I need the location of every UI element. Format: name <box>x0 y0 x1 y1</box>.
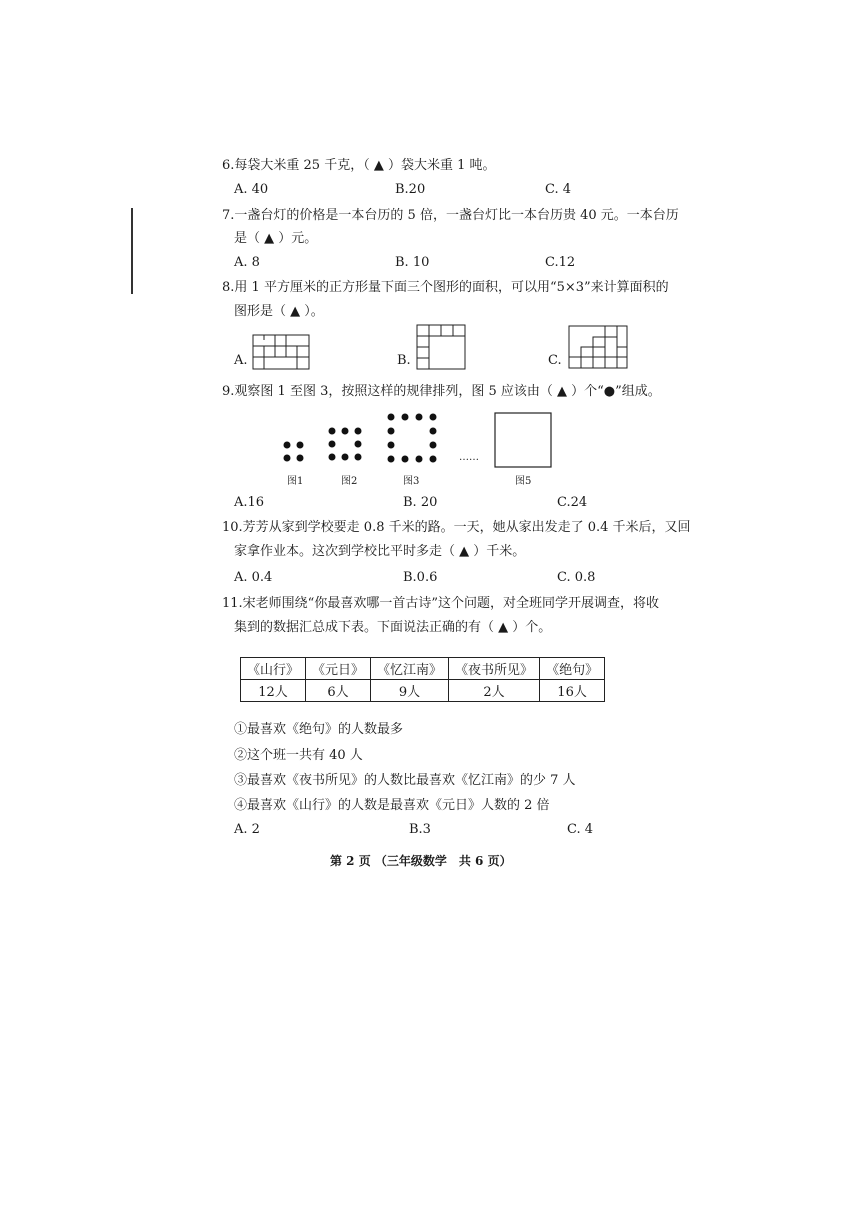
question-7-line-2: 是（ ▲ ）元。 <box>234 231 318 246</box>
question-10-option-b: B.0.6 <box>403 570 438 585</box>
question-7-option-a: A. 8 <box>234 255 260 270</box>
question-7-line-1: 7.一盏台灯的价格是一本台历的 5 倍，一盏台灯比一本台历贵 40 元。一本台历 <box>222 208 679 223</box>
table-header-cell: 《绝句》 <box>540 658 605 680</box>
question-8-option-a-label: A. <box>234 353 248 368</box>
question-10-line-1: 10.芳芳从家到学校要走 0.8 千米的路。一天，她从家出发走了 0.4 千米后，又回 <box>222 520 691 535</box>
table-value-cell: 16人 <box>540 680 605 702</box>
question-9-figure-5-box <box>494 412 552 468</box>
question-6-text: 6.每袋大米重 25 千克，（ ▲ ）袋大米重 1 吨。 <box>222 158 496 173</box>
question-10-option-c: C. 0.8 <box>557 570 596 585</box>
margin-binding-line <box>131 208 133 294</box>
question-11-option-c: C. 4 <box>567 822 594 837</box>
table-header-cell: 《夜书所见》 <box>449 658 540 680</box>
table-value-cell: 2人 <box>449 680 540 702</box>
question-10-option-a: A. 0.4 <box>234 570 273 585</box>
survey-table-value-row <box>241 680 605 702</box>
question-8-figure-a <box>252 334 310 370</box>
question-9-caption-5: 图5 <box>515 476 532 487</box>
question-8-option-b-label: B. <box>397 353 411 368</box>
question-9-text: 9.观察图 1 至图 3，按照这样的规律排列，图 5 应该由（ ▲ ）个“●”组成。 <box>222 384 661 399</box>
question-8-option-c-label: C. <box>548 353 562 368</box>
table-header-cell: 《元日》 <box>306 658 371 680</box>
question-9-ellipsis: …… <box>459 452 479 463</box>
question-8-figure-c <box>568 325 628 369</box>
question-9-caption-2: 图2 <box>341 476 358 487</box>
question-10-line-2: 家拿作业本。这次到学校比平时多走（ ▲ ）千米。 <box>234 544 526 559</box>
table-header-cell: 《忆江南》 <box>371 658 449 680</box>
question-7-option-b: B. 10 <box>395 255 430 270</box>
question-11-option-b: B.3 <box>409 822 431 837</box>
question-11-line-2: 集到的数据汇总成下表。下面说法正确的有（ ▲ ）个。 <box>234 620 552 635</box>
question-9-option-b: B. 20 <box>403 495 438 510</box>
question-11-statement-3: ③最喜欢《夜书所见》的人数比最喜欢《忆江南》的少 7 人 <box>234 773 576 788</box>
question-6-option-b: B.20 <box>395 182 426 197</box>
question-11-statement-4: ④最喜欢《山行》的人数是最喜欢《元日》人数的 2 倍 <box>234 798 550 813</box>
question-11-statement-2: ②这个班一共有 40 人 <box>234 748 363 763</box>
table-value-cell: 9人 <box>371 680 449 702</box>
table-header-cell: 《山行》 <box>241 658 306 680</box>
question-9-figure-3 <box>385 411 441 467</box>
question-6-option-a: A. 40 <box>234 182 269 197</box>
question-8-line-2: 图形是（ ▲ ）。 <box>234 304 324 319</box>
question-9-option-a: A.16 <box>234 495 265 510</box>
question-6-option-c: C. 4 <box>545 182 572 197</box>
question-11-option-a: A. 2 <box>234 822 260 837</box>
page-footer: 第 2 页 （三年级数学 共 6 页） <box>330 854 512 868</box>
table-value-cell: 6人 <box>306 680 371 702</box>
question-9-caption-1: 图1 <box>287 476 304 487</box>
question-9-caption-3: 图3 <box>403 476 420 487</box>
question-8-figure-b <box>416 324 466 370</box>
question-9-figure-1 <box>280 438 308 466</box>
question-11-statement-1: ①最喜欢《绝句》的人数最多 <box>234 722 404 737</box>
question-9-option-c: C.24 <box>557 495 588 510</box>
table-value-cell: 12人 <box>241 680 306 702</box>
question-8-line-1: 8.用 1 平方厘米的正方形量下面三个图形的面积，可以用“5×3”来计算面积的 <box>222 280 669 295</box>
survey-table <box>240 657 605 702</box>
survey-table-header-row <box>241 658 605 680</box>
question-11-line-1: 11.宋老师围绕“你最喜欢哪一首古诗”这个问题，对全班同学开展调查，将收 <box>222 596 659 611</box>
question-9-figure-2 <box>326 425 366 465</box>
question-7-option-c: C.12 <box>545 255 576 270</box>
